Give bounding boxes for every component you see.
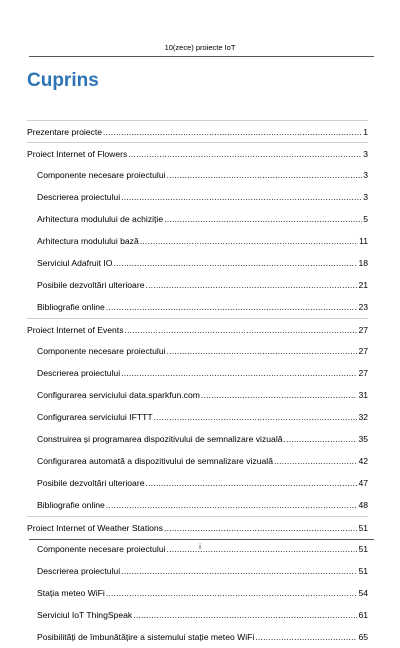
toc-entry-page: 51: [358, 523, 368, 533]
toc-entry[interactable]: [27, 450, 368, 472]
toc-entry-label: Serviciul Adafruit IO: [37, 258, 113, 268]
header-divider: [29, 56, 374, 57]
toc-entry-page: 54: [358, 588, 368, 598]
toc-entry-page: 51: [358, 566, 368, 576]
toc-entry-label: Posibile dezvoltări ulterioare: [37, 478, 145, 488]
toc-entry[interactable]: [27, 516, 368, 538]
toc-entry-label: Configurarea automată a dispozitivului de semnalizare vizuală: [37, 456, 273, 466]
toc-dot-leader: [106, 500, 358, 510]
toc-entry-page: 3: [363, 149, 368, 159]
toc-entry-label: Proiect Internet of Events: [27, 325, 124, 335]
toc-dot-leader: [145, 280, 357, 290]
toc-entry-page: 27: [358, 368, 368, 378]
toc-dot-leader: [103, 127, 362, 137]
toc-entry[interactable]: [27, 318, 368, 340]
toc-entry[interactable]: [27, 406, 368, 428]
toc-dot-leader: [255, 632, 357, 642]
toc-dot-leader: [121, 566, 357, 576]
toc-dot-leader: [284, 434, 358, 444]
toc-entry-page: 1: [363, 127, 368, 137]
toc-entry-label: Componente necesare proiectului: [37, 346, 166, 356]
toc-entry-page: 65: [358, 632, 368, 642]
toc-dot-leader: [167, 170, 363, 180]
toc-dot-leader: [145, 478, 357, 488]
toc-dot-leader: [125, 325, 358, 335]
footer-divider: [29, 539, 374, 540]
toc-dot-leader: [128, 149, 362, 159]
toc-entry[interactable]: [27, 626, 368, 648]
toc-entry-page: 18: [358, 258, 368, 268]
toc-dot-leader: [274, 456, 357, 466]
toc-entry-page: 31: [358, 390, 368, 400]
running-header: 10(zece) proiecte IoT: [164, 43, 236, 52]
toc-entry-page: 11: [359, 236, 368, 246]
toc-entry-page: 3: [363, 170, 368, 180]
page-title: Cuprins: [27, 70, 99, 91]
toc-entry-label: Proiect Internet of Flowers: [27, 149, 128, 159]
toc-entry-page: 35: [358, 434, 368, 444]
toc-entry[interactable]: [27, 604, 368, 626]
toc-entry-page: 32: [358, 412, 368, 422]
toc-entry-page: 61: [358, 610, 368, 620]
toc-entry[interactable]: [27, 384, 368, 406]
toc-entry-label: Descrierea proiectului: [37, 368, 121, 378]
toc-entry[interactable]: [27, 362, 368, 384]
toc-entry-page: 51: [358, 544, 368, 554]
toc-dot-leader: [133, 610, 357, 620]
toc-entry[interactable]: [27, 208, 368, 230]
toc-entry-page: 42: [358, 456, 368, 466]
toc-entry-label: Configurarea serviciului data.sparkfun.com: [37, 390, 200, 400]
table-of-contents: [27, 120, 368, 648]
toc-dot-leader: [164, 214, 362, 224]
toc-entry-page: 27: [358, 346, 368, 356]
toc-entry[interactable]: [27, 120, 368, 142]
toc-entry[interactable]: [27, 428, 368, 450]
toc-entry[interactable]: [27, 494, 368, 516]
toc-dot-leader: [154, 412, 358, 422]
toc-entry-label: Posibilități de îmbunătățire a sistemului stație meteo WiFi: [37, 632, 255, 642]
toc-entry-page: 21: [358, 280, 368, 290]
toc-entry-label: Posibile dezvoltări ulterioare: [37, 280, 145, 290]
toc-entry-label: Serviciul IoT ThingSpeak: [37, 610, 133, 620]
toc-dot-leader: [121, 192, 362, 202]
toc-entry[interactable]: [27, 274, 368, 296]
toc-entry[interactable]: [27, 252, 368, 274]
toc-entry-page: 23: [358, 302, 368, 312]
toc-dot-leader: [140, 236, 358, 246]
toc-entry-label: Arhitectura modulului de achiziție: [37, 214, 164, 224]
toc-entry-label: Construirea și programarea dispozitivului de semnalizare vizuală: [37, 434, 283, 444]
toc-entry-label: Prezentare proiecte: [27, 127, 102, 137]
toc-entry-label: Componente necesare proiectului: [37, 170, 166, 180]
toc-entry-label: Descrierea proiectului: [37, 192, 121, 202]
toc-dot-leader: [113, 258, 357, 268]
toc-entry-page: 48: [358, 500, 368, 510]
toc-entry[interactable]: [27, 340, 368, 362]
toc-dot-leader: [106, 302, 358, 312]
toc-entry[interactable]: [27, 296, 368, 318]
toc-entry-page: 47: [358, 478, 368, 488]
toc-entry-page: 27: [358, 325, 368, 335]
toc-entry[interactable]: [27, 186, 368, 208]
toc-entry-label: Stația meteo WiFi: [37, 588, 105, 598]
page-number: i: [199, 544, 201, 551]
toc-dot-leader: [164, 523, 357, 533]
toc-dot-leader: [121, 368, 357, 378]
toc-entry[interactable]: [27, 472, 368, 494]
toc-entry[interactable]: [27, 560, 368, 582]
toc-dot-leader: [106, 588, 358, 598]
toc-entry-label: Descrierea proiectului: [37, 566, 121, 576]
toc-entry[interactable]: [27, 142, 368, 164]
toc-entry-label: Componente necesare proiectului: [37, 544, 166, 554]
toc-entry-label: Proiect Internet of Weather Stations: [27, 523, 163, 533]
toc-dot-leader: [201, 390, 358, 400]
toc-entry-label: Bibliografie online: [37, 500, 105, 510]
toc-entry-label: Arhitectura modulului bază: [37, 236, 139, 246]
toc-entry[interactable]: [27, 230, 368, 252]
toc-entry-page: 3: [363, 192, 368, 202]
toc-dot-leader: [167, 346, 358, 356]
toc-entry[interactable]: [27, 582, 368, 604]
toc-entry[interactable]: [27, 164, 368, 186]
toc-entry-page: 5: [363, 214, 368, 224]
toc-entry-label: Bibliografie online: [37, 302, 105, 312]
toc-entry-label: Configurarea serviciului IFTTT: [37, 412, 153, 422]
